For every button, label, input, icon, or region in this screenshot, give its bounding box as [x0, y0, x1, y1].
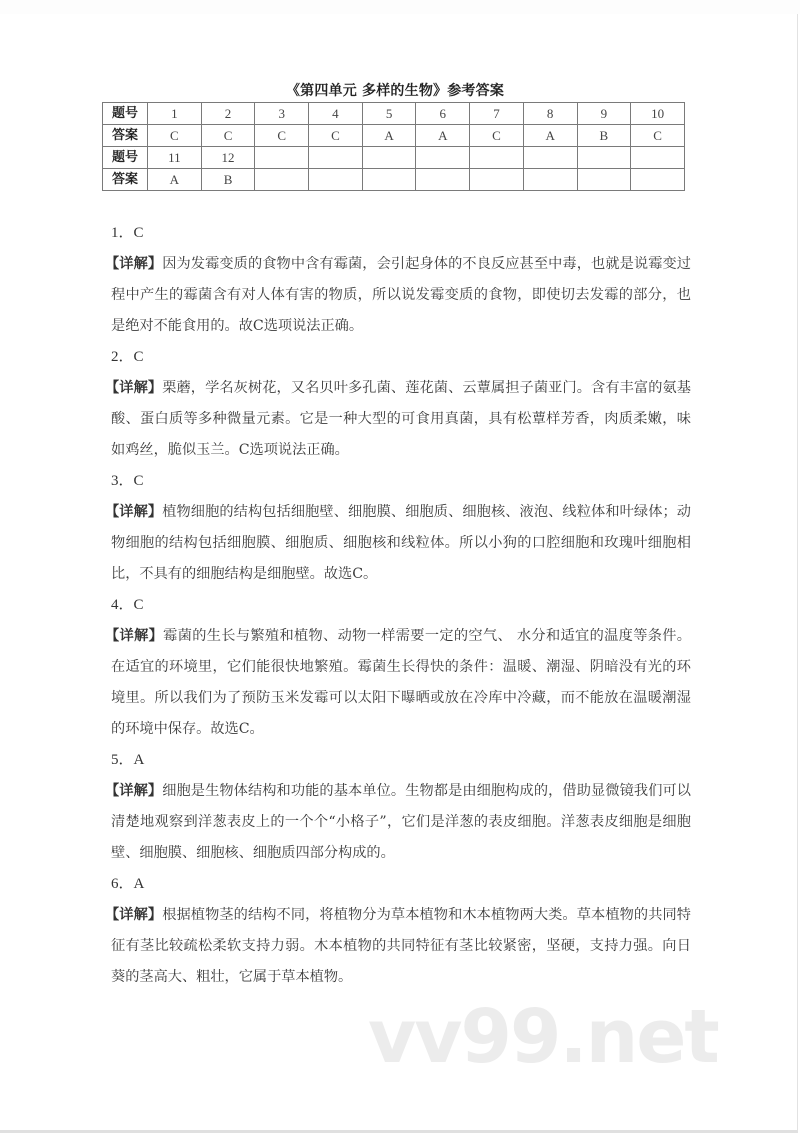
answer-table-cell: 10 — [631, 103, 685, 125]
page-top-band — [0, 0, 800, 14]
answer-table-cell — [362, 169, 416, 191]
answer-table-cell — [416, 147, 470, 169]
answer-table-cell: C — [201, 125, 255, 147]
question-3 — [105, 466, 691, 590]
question-number: 2．C — [111, 349, 144, 365]
answer-table-cell — [470, 147, 524, 169]
answer-table-cell — [523, 169, 577, 191]
answer-table-row — [103, 103, 685, 125]
detail-label: 【详解】 — [105, 380, 163, 396]
question-1 — [105, 218, 691, 342]
answer-table-cell: 4 — [309, 103, 363, 125]
answer-table-row — [103, 169, 685, 191]
question-4 — [105, 590, 691, 745]
answer-table-cell — [255, 147, 309, 169]
explanation-text: 植物细胞的结构包括细胞壁、细胞膜、细胞质、细胞核、液泡、线粒体和叶绿体；动物细胞的结构包括细胞膜、细胞质、细胞核和线粒体。所以小狗的口腔细胞和玫瑰叶细胞相比，不具有的细胞结构是细胞壁。故选C。 — [111, 504, 691, 582]
answer-table-cell — [309, 169, 363, 191]
answer-table-cell: B — [201, 169, 255, 191]
document-title: 《第四单元 多样的生物》参考答案 — [285, 83, 505, 99]
question-5 — [105, 745, 691, 869]
explanation-text: 根据植物茎的结构不同，将植物分为草本植物和木本植物两大类。草本植物的共同特征有茎比较疏松柔软支持力弱。木本植物的共同特征有茎比较紧密，坚硬，支持力强。向日葵的茎高大、粗壮，它属于草本植物。 — [111, 907, 691, 985]
detail-label: 【详解】 — [105, 628, 164, 644]
answer-table-cell — [416, 169, 470, 191]
explanation-text: 霉菌的生长与繁殖和植物、动物一样需要一定的空气、 水分和适宜的温度等条件。在适宜的环境里，它们能很快地繁殖。霉菌生长得快的条件：温暖、潮湿、阴暗没有光的环境里。所以我们为了预防玉米发霉可以太阳下曝晒或放在冷库中冷藏，而不能放在温暖潮湿的环境中保存。故选C。 — [111, 628, 691, 737]
watermark-text: vv99.net — [368, 994, 718, 1080]
answer-table-cell: A — [523, 125, 577, 147]
answer-table-cell: C — [470, 125, 524, 147]
answer-table-cell: B — [577, 125, 631, 147]
answer-table-cell — [523, 147, 577, 169]
answer-table-cell: C — [309, 125, 363, 147]
explanation-text: 因为发霉变质的食物中含有霉菌，会引起身体的不良反应甚至中毒，也就是说霉变过程中产生的霉菌含有对人体有害的物质，所以说发霉变质的食物，即使切去发霉的部分，也是绝对不能食用的。故C选项说法正确。 — [111, 256, 691, 334]
detail-label: 【详解】 — [105, 907, 163, 923]
answer-table — [102, 102, 685, 191]
answer-explanations — [105, 218, 691, 993]
row-header: 题号 — [103, 147, 148, 169]
question-explanation — [105, 373, 691, 466]
answer-table-cell: 9 — [577, 103, 631, 125]
answer-table-cell: C — [148, 125, 202, 147]
question-explanation — [105, 497, 691, 590]
answer-table-cell — [309, 147, 363, 169]
answer-table-row — [103, 147, 685, 169]
answer-table-cell: A — [362, 125, 416, 147]
answer-table-cell — [255, 169, 309, 191]
row-header: 答案 — [103, 125, 148, 147]
answer-table-cell: 11 — [148, 147, 202, 169]
explanation-text: 细胞是生物体结构和功能的基本单位。生物都是由细胞构成的，借助显微镜我们可以清楚地观察到洋葱表皮上的一个个“小格子”，它们是洋葱的表皮细胞。洋葱表皮细胞是细胞壁、细胞膜、细胞核、细胞质四部分构成的。 — [111, 783, 691, 861]
answer-table-cell: 5 — [362, 103, 416, 125]
answer-table-cell — [470, 169, 524, 191]
question-explanation — [105, 776, 691, 869]
row-header: 答案 — [103, 169, 148, 191]
answer-table-cell: 2 — [201, 103, 255, 125]
question-2 — [105, 342, 691, 466]
answer-table-cell — [631, 169, 685, 191]
answer-table-cell: 7 — [470, 103, 524, 125]
answer-table-cell: 3 — [255, 103, 309, 125]
detail-label: 【详解】 — [105, 504, 163, 520]
question-number: 3．C — [111, 473, 144, 489]
row-header: 题号 — [103, 103, 148, 125]
question-6 — [105, 869, 691, 993]
question-explanation — [105, 249, 691, 342]
detail-label: 【详解】 — [105, 256, 163, 272]
question-number: 4．C — [111, 597, 144, 613]
question-number: 5．A — [111, 752, 145, 768]
answer-table-cell: 8 — [523, 103, 577, 125]
question-number: 6．A — [111, 876, 145, 892]
answer-table-cell: 6 — [416, 103, 470, 125]
question-explanation — [105, 900, 691, 993]
answer-table-cell: 12 — [201, 147, 255, 169]
answer-table-cell: C — [255, 125, 309, 147]
answer-table-cell — [577, 169, 631, 191]
answer-table-cell: A — [416, 125, 470, 147]
answer-table-cell — [362, 147, 416, 169]
answer-table-cell: 1 — [148, 103, 202, 125]
answer-table-cell: A — [148, 169, 202, 191]
answer-table-cell — [577, 147, 631, 169]
answer-table-row — [103, 125, 685, 147]
answer-table-cell — [631, 147, 685, 169]
answer-table-cell: C — [631, 125, 685, 147]
explanation-text: 栗蘑，学名灰树花，又名贝叶多孔菌、莲花菌、云蕈属担子菌亚门。含有丰富的氨基酸、蛋白质等多种微量元素。它是一种大型的可食用真菌，具有松蕈样芳香，肉质柔嫩，味如鸡丝，脆似玉兰。C选项说法正确。 — [111, 380, 691, 458]
question-explanation — [105, 621, 691, 745]
question-number: 1．C — [111, 225, 144, 241]
detail-label: 【详解】 — [105, 783, 163, 799]
